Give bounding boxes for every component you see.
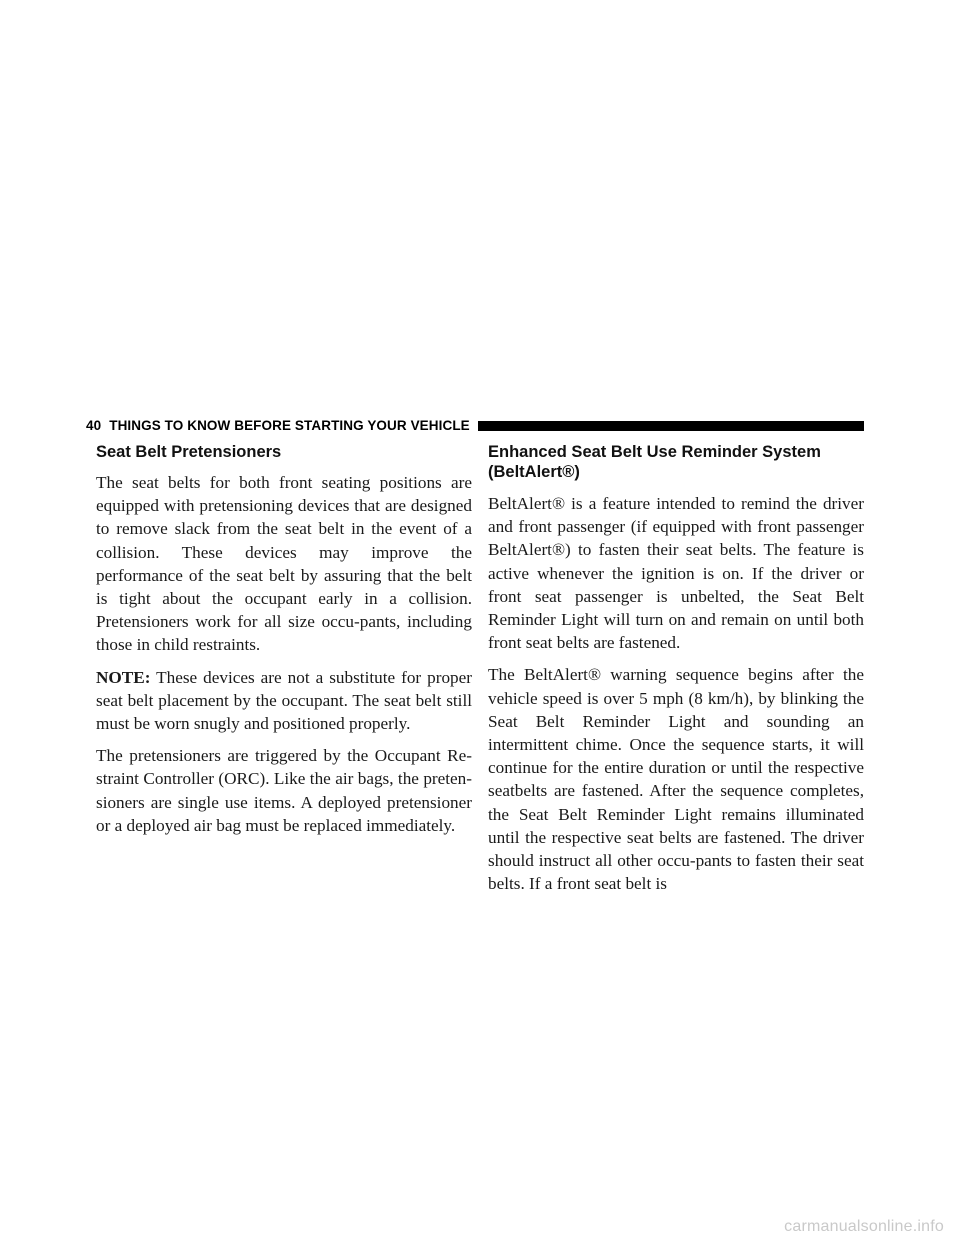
beltalert-paragraph-1: BeltAlert® is a feature intended to remind the driver and front passenger (if equipped with front passenger BeltAlert®) to fasten their seat belts. The feature is active whenever the ignition is on. If the driver or front seat passenger is unbelted, the Seat Belt Reminder Light will turn on and remain on until both front seat belts are fastened.: [488, 494, 864, 653]
section-title: THINGS TO KNOW BEFORE STARTING YOUR VEHICLE: [109, 418, 470, 433]
beltalert-paragraph-2: The BeltAlert® warning sequence begins after the vehicle speed is over 5 mph (8 km/h), by blinking the Seat Belt Reminder Light and sounding an intermittent chime. Once the sequence starts, it will continue for the entire duration or until the respective seatbelts are fastened. After the sequence completes, the Seat Belt Reminder Light remains illuminated until the respective seat belts are fastened. The driver should instruct all other occu-pants to fasten their seat belts. If a front seat belt is: [488, 665, 864, 894]
page-header: [86, 418, 864, 433]
note-label: NOTE:: [96, 667, 151, 687]
watermark: carmanualsonline.info: [784, 1218, 944, 1235]
note-paragraph: [96, 666, 472, 736]
right-column: [488, 442, 864, 904]
page-number: 40: [86, 418, 102, 433]
header-rule: [478, 421, 864, 431]
beltalert-heading: Enhanced Seat Belt Use Reminder System (BeltAlert®): [488, 443, 821, 481]
left-column: [96, 442, 472, 846]
pretensioners-paragraph-3: The pretensioners are triggered by the Occupant Re-straint Controller (ORC). Like the air bags, the preten-sioners are single use items. A deployed pretensioner or a deployed air bag must be replaced immediately.: [96, 746, 472, 835]
pretensioners-heading: Seat Belt Pretensioners: [96, 443, 282, 461]
note-text: These devices are not a substitute for proper seat belt placement by the occupant. The seat belt still must be worn snugly and positioned properly.: [96, 667, 472, 734]
pretensioners-paragraph-1: The seat belts for both front seating positions are equipped with pretensioning devices that are designed to remove slack from the seat belt in the event of a collision. These devices may improve the performance of the seat belt by assuring that the belt is tight about the occupant early in a collision. Pretensioners work for all size occu-pants, including those in child restraints.: [96, 473, 472, 655]
